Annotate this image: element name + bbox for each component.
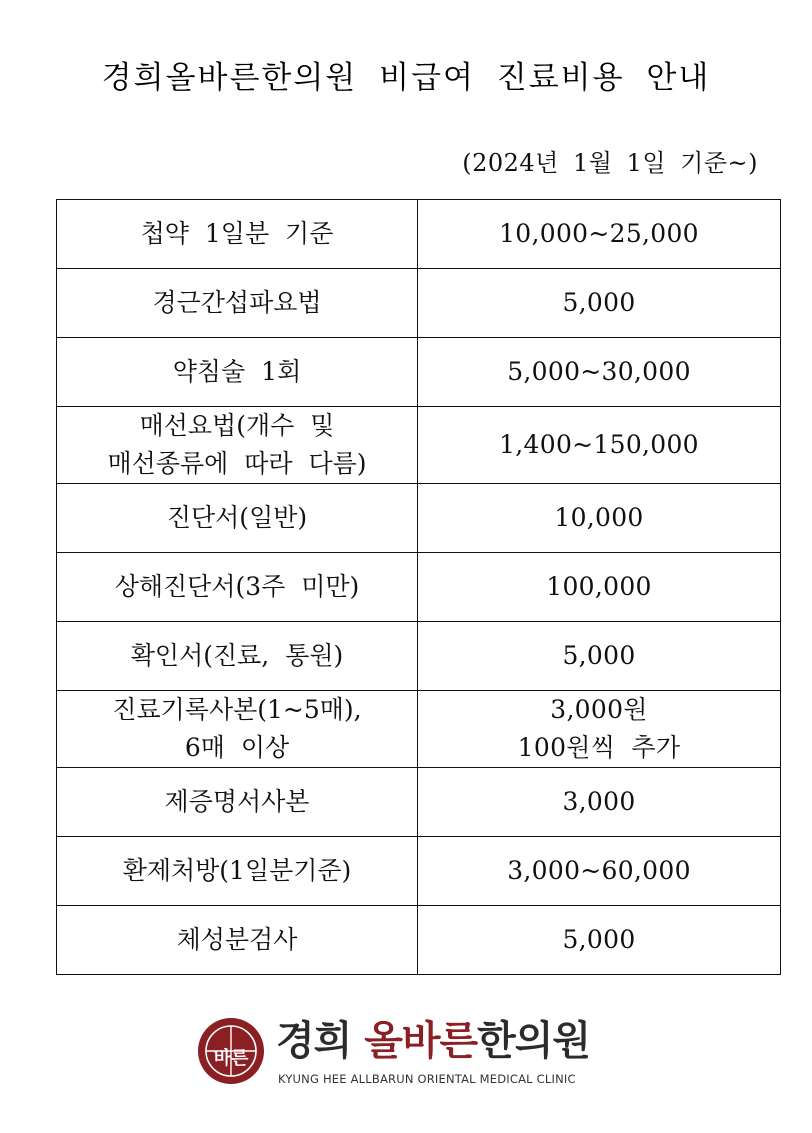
fee-price-line: 10,000 (554, 503, 644, 532)
fee-item-cell (57, 906, 418, 975)
fee-item-line: 상해진단서(3주 미만) (114, 572, 360, 601)
fee-price-line: 3,000 (562, 787, 636, 816)
fee-price-cell (418, 200, 781, 269)
fee-item-cell (57, 407, 418, 484)
fee-item-cell (57, 691, 418, 768)
table-row (57, 906, 781, 975)
fee-price-line: 100,000 (546, 572, 652, 601)
table-row (57, 200, 781, 269)
fee-item-line: 확인서(진료, 통원) (130, 641, 344, 670)
fee-item-cell (57, 484, 418, 553)
fee-price-cell (418, 622, 781, 691)
fee-price-cell (418, 691, 781, 768)
fee-item-line: 제증명서사본 (164, 787, 310, 816)
fee-item-line: 환제처방(1일분기준) (122, 856, 352, 885)
table-row (57, 622, 781, 691)
table-row (57, 553, 781, 622)
fee-price-cell (418, 338, 781, 407)
logo-name-part2: 올바른 (364, 1018, 478, 1064)
fee-item-cell (57, 768, 418, 837)
clinic-logo-icon (196, 1016, 266, 1086)
fee-item-cell (57, 553, 418, 622)
fee-table (56, 199, 781, 975)
effective-date: (2024년 1월 1일 기준~) (462, 149, 758, 177)
logo-mark-text: 바른 (213, 1048, 249, 1069)
table-row (57, 269, 781, 338)
fee-price-cell (418, 269, 781, 338)
table-row (57, 837, 781, 906)
fee-item-cell (57, 622, 418, 691)
fee-price-line: 3,000~60,000 (507, 856, 691, 885)
logo-subtitle: KYUNG HEE ALLBARUN ORIENTAL MEDICAL CLINIC (278, 1072, 576, 1086)
fee-item-line: 매선종류에 따라 다름) (107, 449, 367, 478)
page-title: 경희올바른한의원 비급여 진료비용 안내 (101, 60, 711, 96)
fee-price-line: 3,000원 (550, 695, 648, 724)
fee-item-line: 매선요법(개수 및 (139, 411, 335, 440)
fee-price-cell (418, 484, 781, 553)
fee-item-cell (57, 269, 418, 338)
fee-price-line: 5,000 (562, 925, 636, 954)
fee-item-line: 6매 이상 (184, 733, 290, 762)
fee-price-cell (418, 768, 781, 837)
fee-item-line: 약침술 1회 (172, 357, 302, 386)
logo-wordmark (276, 1018, 590, 1064)
table-row (57, 407, 781, 484)
fee-price-line: 5,000 (562, 641, 636, 670)
fee-item-cell (57, 338, 418, 407)
logo-name-part3: 한의원 (477, 1018, 591, 1064)
table-row (57, 338, 781, 407)
clinic-logo (196, 1016, 616, 1088)
fee-item-line: 체성분검사 (176, 925, 298, 954)
fee-item-line: 경근간섭파요법 (152, 288, 322, 317)
fee-item-cell (57, 200, 418, 269)
fee-item-cell (57, 837, 418, 906)
fee-price-cell (418, 837, 781, 906)
fee-price-line: 10,000~25,000 (499, 219, 699, 248)
fee-item-line: 첩약 1일분 기준 (140, 219, 334, 248)
fee-price-line: 5,000~30,000 (507, 357, 691, 386)
fee-price-line: 100원씩 추가 (517, 733, 681, 762)
fee-price-cell (418, 553, 781, 622)
fee-price-cell (418, 407, 781, 484)
logo-name-part1: 경희 (276, 1018, 365, 1064)
fee-price-line: 1,400~150,000 (499, 430, 699, 459)
table-row (57, 484, 781, 553)
fee-item-line: 진료기록사본(1~5매), (112, 695, 362, 724)
fee-price-line: 5,000 (562, 288, 636, 317)
fee-price-cell (418, 906, 781, 975)
fee-item-line: 진단서(일반) (166, 503, 308, 532)
table-row (57, 691, 781, 768)
table-row (57, 768, 781, 837)
